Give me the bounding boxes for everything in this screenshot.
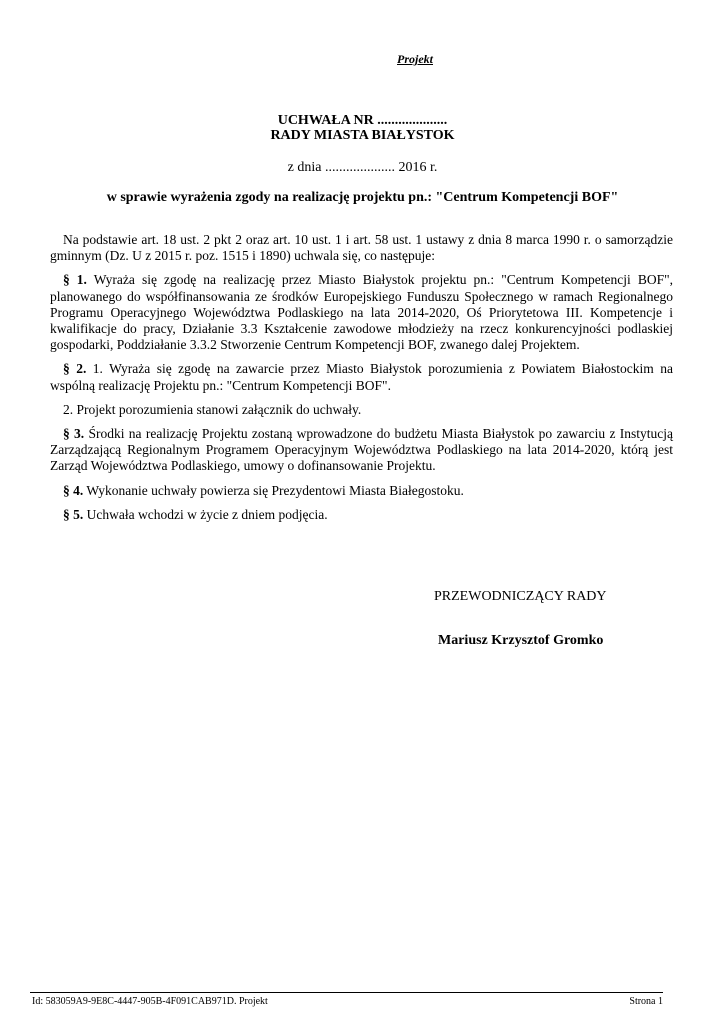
footer-page-number: Strona 1 — [629, 996, 663, 1007]
paragraph-2-item-2: 2. Projekt porozumienia stanowi załącznik do uchwały. — [63, 401, 362, 417]
paragraph-5-label: § 5. — [63, 506, 84, 522]
paragraph-1-label: § 1. — [63, 272, 87, 288]
paragraph-3-text: Środki na realizację Projektu zostaną wprowadzone do budżetu Miasta Białystok po zawarciu z Instytucją Zarządzającą Regionalnym Programem Operacyjnym Województwa Podlaskiego na lata 2014-2020, którą jest Zarząd Województwa Podlaskiego, umowy o dofinansowanie Projektu. — [50, 426, 673, 474]
resolution-number: UCHWAŁA NR .................... — [277, 113, 448, 128]
paragraph-4 — [50, 483, 673, 499]
paragraph-2-label: § 2. — [63, 361, 87, 377]
paragraph-5-text: Uchwała wchodzi w życie z dniem podjęcia. — [83, 506, 328, 522]
paragraph-2-text: 1. Wyraża się zgodę na zawarcie przez Miasto Białystok porozumienia z Powiatem Białostockim na wspólną realizację Projektu pn.: "Centrum Kompetencji BOF". — [50, 361, 673, 393]
document-body — [50, 232, 673, 531]
council-name: RADY MIASTA BIAŁYSTOK — [270, 128, 455, 143]
paragraph-2 — [50, 361, 673, 393]
resolution-date: z dnia .................... 2016 r. — [287, 160, 438, 175]
signature-title: PRZEWODNICZĄCY RADY — [434, 589, 607, 604]
intro-paragraph: Na podstawie art. 18 ust. 2 pkt 2 oraz art. 10 ust. 1 i art. 58 ust. 1 ustawy z dnia 8 marca 1990 r. o samorządzie gminnym (Dz. U z 2015 r. poz. 1515 i 1890) uchwala się, co następuje: — [50, 232, 673, 264]
paragraph-3-label: § 3. — [63, 426, 85, 442]
projekt-label: Projekt — [397, 52, 433, 66]
footer-document-id: Id: 583059A9-9E8C-4447-905B-4F091CAB971D. Projekt — [32, 996, 268, 1007]
paragraph-4-label: § 4. — [63, 482, 84, 498]
paragraph-3 — [50, 426, 673, 475]
paragraph-1-text: Wyraża się zgodę na realizację przez Miasto Białystok projektu pn.: "Centrum Kompetencji BOF", planowanego do współfinansowania ze środków Europejskiego Funduszu Społecznego w ramach Regionalnego Programu Operacyjnego Województwa Podlaskiego na lata 2014-2020, Oś Priorytetowa III. Kompetencje i kwalifikacje do pracy, Działanie 3.3 Kształcenie zawodowe młodzieży na rzecz konkurencyjności podlaskiej gospodarki, Poddziałanie 3.3.2 Stworzenie Centrum Kompetencji BOF, zwanego dalej Projektem. — [50, 272, 673, 353]
signature-name: Mariusz Krzysztof Gromko — [438, 633, 604, 648]
footer-divider — [30, 992, 663, 993]
paragraph-4-text: Wykonanie uchwały powierza się Prezydentowi Miasta Białegostoku. — [83, 482, 464, 498]
resolution-subject: w sprawie wyrażenia zgody na realizację projektu pn.: "Centrum Kompetencji BOF" — [106, 190, 619, 205]
paragraph-1 — [50, 272, 673, 353]
paragraph-5 — [50, 507, 673, 523]
